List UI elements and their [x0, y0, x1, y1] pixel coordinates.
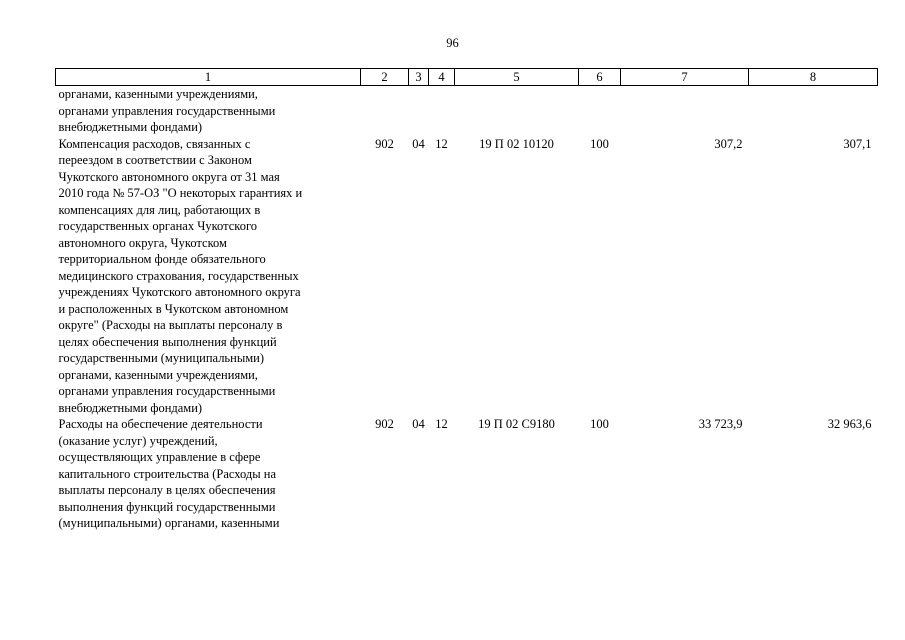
column-header: 1	[56, 69, 361, 86]
row-expense-type: 100	[590, 417, 609, 431]
row-sum-2	[749, 86, 878, 136]
table-row	[56, 416, 878, 532]
row-sum-1: 307,2	[714, 136, 743, 151]
row-section	[409, 86, 429, 136]
row-admin-code: 902	[375, 136, 394, 151]
row-section: 04	[412, 136, 425, 151]
row-sum-1	[621, 86, 749, 136]
row-subsection: 12	[435, 136, 448, 151]
budget-table	[55, 68, 878, 532]
row-expense-type: 100	[590, 136, 609, 151]
column-header: 4	[429, 69, 455, 86]
column-header: 3	[409, 69, 429, 86]
row-description: Расходы на обеспечение деятельности (оказание услуг) учреждений, осуществляющих управление в сфере капитального строительства (Расходы на выплаты персоналу в целях обеспечения выполнения функций государственными (муниципальными) органами, казенными	[58, 417, 280, 530]
row-subsection: 12	[435, 417, 448, 431]
row-section: 04	[412, 417, 425, 431]
row-description: Компенсация расходов, связанных с переездом в соответствии с Законом Чукотского автономного округа от 31 мая 2010 года № 57-ОЗ "О некоторых гарантиях и компенсациях для лиц, работающих в государственных органах Чукотского автономного округа, Чукотском территориальном фонде обязательного медицинского страхования, государственных учреждениях Чукотского автономного округа и расположенных в Чукотском автономном округе" (Расходы на выплаты персоналу в целях обеспечения выполнения функций государственными (муниципальными) органами, казенными учреждениями, органами управления государственными внебюджетными фондами)	[58, 136, 303, 415]
row-target-article: 19 П 02 10120	[479, 136, 554, 151]
column-header: 7	[621, 69, 749, 86]
table-row	[56, 136, 878, 417]
row-sum-2: 32 963,6	[827, 417, 872, 431]
row-admin-code	[361, 86, 409, 136]
row-admin-code: 902	[375, 417, 394, 431]
row-description: органами, казенными учреждениями, органами управления государственными внебюджетными фондами)	[58, 87, 276, 134]
column-number-row	[56, 69, 878, 86]
row-subsection	[429, 86, 455, 136]
row-sum-2: 307,1	[843, 136, 872, 151]
row-target-article	[455, 86, 579, 136]
row-sum-1: 33 723,9	[698, 417, 743, 431]
column-header: 2	[361, 69, 409, 86]
column-header: 8	[749, 69, 878, 86]
column-header: 6	[579, 69, 621, 86]
row-target-article: 19 П 02 С9180	[478, 417, 555, 431]
page-number: 96	[446, 36, 459, 50]
table-row	[56, 86, 878, 136]
row-expense-type	[579, 86, 621, 136]
column-header: 5	[455, 69, 579, 86]
